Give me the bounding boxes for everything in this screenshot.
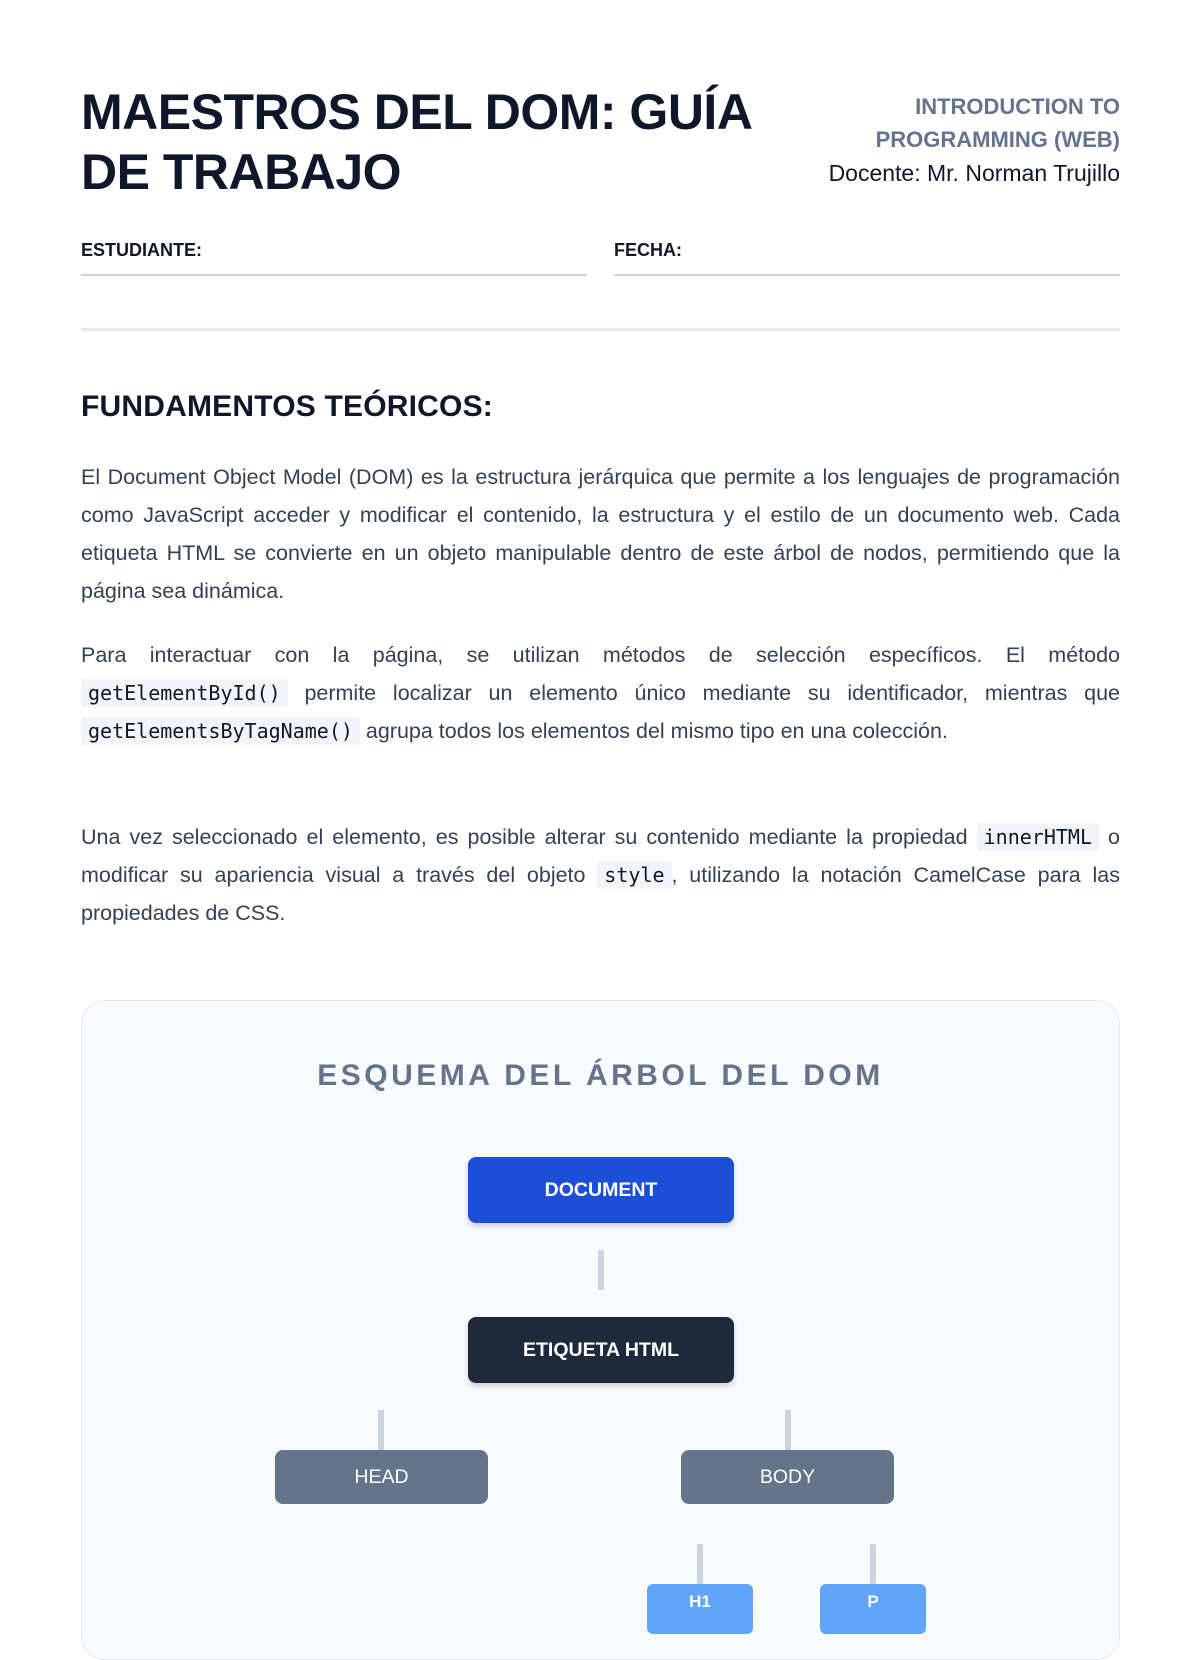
- date-field[interactable]: [614, 236, 1120, 276]
- node-p: P: [820, 1584, 926, 1634]
- node-document: DOCUMENT: [468, 1157, 734, 1223]
- connector-body-h1: [697, 1544, 703, 1584]
- worksheet-page: [81, 0, 1120, 1611]
- node-body: BODY: [681, 1450, 894, 1504]
- code-innerhtml: innerHTML: [977, 823, 1099, 851]
- connector-html-body: [785, 1410, 791, 1450]
- teacher-name: Docente: Mr. Norman Trujillo: [828, 160, 1120, 186]
- text-span: Una vez seleccionado el elemento, es posible alterar su contenido mediante la propiedad: [81, 825, 977, 849]
- connector-document-html: [598, 1250, 604, 1290]
- date-label: FECHA:: [614, 240, 682, 260]
- node-head: HEAD: [275, 1450, 488, 1504]
- code-getelementsbytagname: getElementsByTagName(): [81, 717, 360, 745]
- student-label: ESTUDIANTE:: [81, 240, 202, 260]
- text-span: , utilizando la notación CamelCase para las propiedades de CSS.: [81, 863, 1120, 925]
- theory-paragraph-2: [81, 636, 1120, 750]
- text-span: permite localizar un elemento único mediante su identificador, mientras que: [287, 681, 1120, 705]
- text-span: agrupa todos los elementos del mismo tipo en una colección.: [359, 719, 948, 743]
- node-h1: H1: [647, 1584, 753, 1634]
- node-html: ETIQUETA HTML: [468, 1317, 734, 1383]
- connector-html-head: [378, 1410, 384, 1450]
- theory-heading: FUNDAMENTOS TEÓRICOS:: [81, 390, 493, 423]
- student-info-fields: [81, 236, 1120, 276]
- code-getelementbyid: getElementById(): [81, 679, 288, 707]
- section-divider: [81, 328, 1120, 331]
- connector-body-p: [870, 1544, 876, 1584]
- text-span: Para interactuar con la página, se utilizan métodos de selección específicos. El método: [81, 643, 1120, 667]
- code-style: style: [597, 861, 671, 889]
- text-span: o modificar su apariencia visual a través del objeto: [81, 825, 1120, 887]
- theory-paragraph-1: El Document Object Model (DOM) es la estructura jerárquica que permite a los lenguajes de programación como JavaScript acceder y modificar el contenido, la estructura y el estilo de un documento web. Cada etiqueta HTML se convierte en un objeto manipulable dentro de este árbol de nodos, permitiendo que la página sea dinámica.: [81, 465, 1120, 603]
- student-name-field[interactable]: [81, 236, 587, 276]
- diagram-title: ESQUEMA DEL ÁRBOL DEL DOM: [317, 1059, 884, 1092]
- dom-tree-diagram: [81, 1000, 1120, 1660]
- theory-paragraph-3: [81, 818, 1120, 932]
- worksheet-header: [81, 82, 1120, 202]
- page-title: MAESTROS DEL DOM: GUÍA DE TRABAJO: [81, 84, 751, 200]
- course-name: INTRODUCTION TO PROGRAMMING (WEB): [875, 94, 1120, 152]
